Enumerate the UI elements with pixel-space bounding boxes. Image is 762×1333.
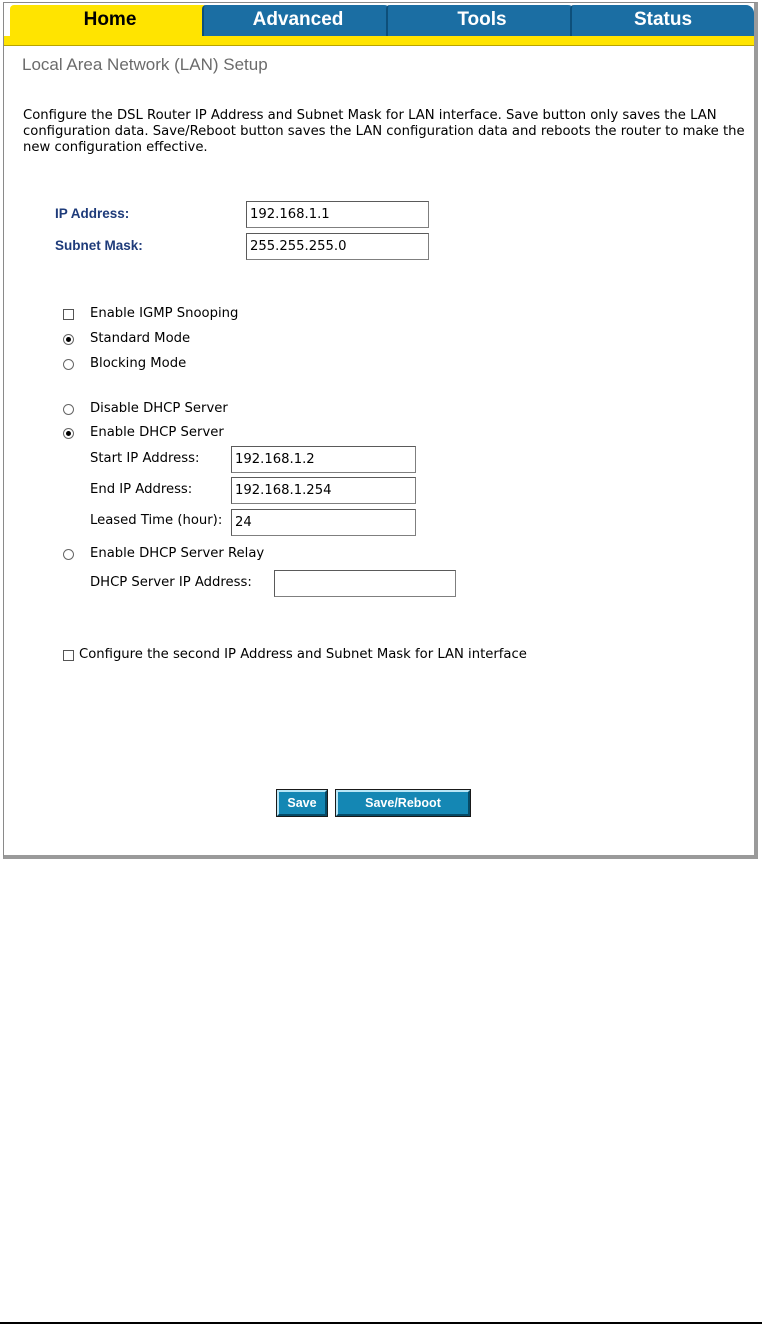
tab-status[interactable]: Status (570, 5, 754, 37)
relay-server-ip-input[interactable] (274, 570, 456, 597)
end-ip-label: End IP Address: (90, 482, 193, 497)
dhcp-relay-radio[interactable] (63, 549, 74, 560)
relay-server-ip-label: DHCP Server IP Address: (90, 575, 252, 590)
second-ip-label: Configure the second IP Address and Subnet Mask for LAN interface (79, 647, 527, 662)
dhcp-relay-label: Enable DHCP Server Relay (90, 546, 265, 561)
page-title: Local Area Network (LAN) Setup (22, 55, 268, 74)
page-description: Configure the DSL Router IP Address and Subnet Mask for LAN interface. Save button only saves the LAN configuration data. Save/Reboot button saves the LAN configuration data and reboots the router to make the new configuration effective. (23, 108, 745, 155)
ip-address-label: IP Address: (55, 206, 130, 221)
disable-dhcp-radio[interactable] (63, 404, 74, 415)
blocking-mode-label: Blocking Mode (90, 356, 187, 371)
lease-time-input[interactable]: 24 (231, 509, 416, 536)
enable-dhcp-radio[interactable] (63, 428, 74, 439)
enable-dhcp-label: Enable DHCP Server (90, 425, 224, 440)
tab-underline (4, 36, 754, 46)
tab-home[interactable]: Home (10, 5, 210, 37)
blocking-mode-radio[interactable] (63, 359, 74, 370)
lease-time-label: Leased Time (hour): (90, 513, 223, 528)
igmp-snooping-checkbox[interactable] (63, 309, 74, 320)
page-bottom-rule (0, 1322, 762, 1324)
end-ip-input[interactable]: 192.168.1.254 (231, 477, 416, 504)
start-ip-input[interactable]: 192.168.1.2 (231, 446, 416, 473)
tab-tools[interactable]: Tools (386, 5, 576, 37)
subnet-mask-input[interactable]: 255.255.255.0 (246, 233, 429, 260)
ip-address-input[interactable]: 192.168.1.1 (246, 201, 429, 228)
router-config-panel (3, 2, 758, 859)
start-ip-label: Start IP Address: (90, 451, 200, 466)
standard-mode-label: Standard Mode (90, 331, 191, 346)
tab-bar (4, 3, 754, 37)
standard-mode-radio[interactable] (63, 334, 74, 345)
save-button[interactable]: Save (277, 790, 327, 816)
second-ip-checkbox[interactable] (63, 650, 74, 661)
subnet-mask-label: Subnet Mask: (55, 238, 143, 253)
disable-dhcp-label: Disable DHCP Server (90, 401, 228, 416)
save-reboot-button[interactable]: Save/Reboot (336, 790, 470, 816)
tab-advanced[interactable]: Advanced (202, 5, 392, 37)
igmp-snooping-label: Enable IGMP Snooping (90, 306, 239, 321)
